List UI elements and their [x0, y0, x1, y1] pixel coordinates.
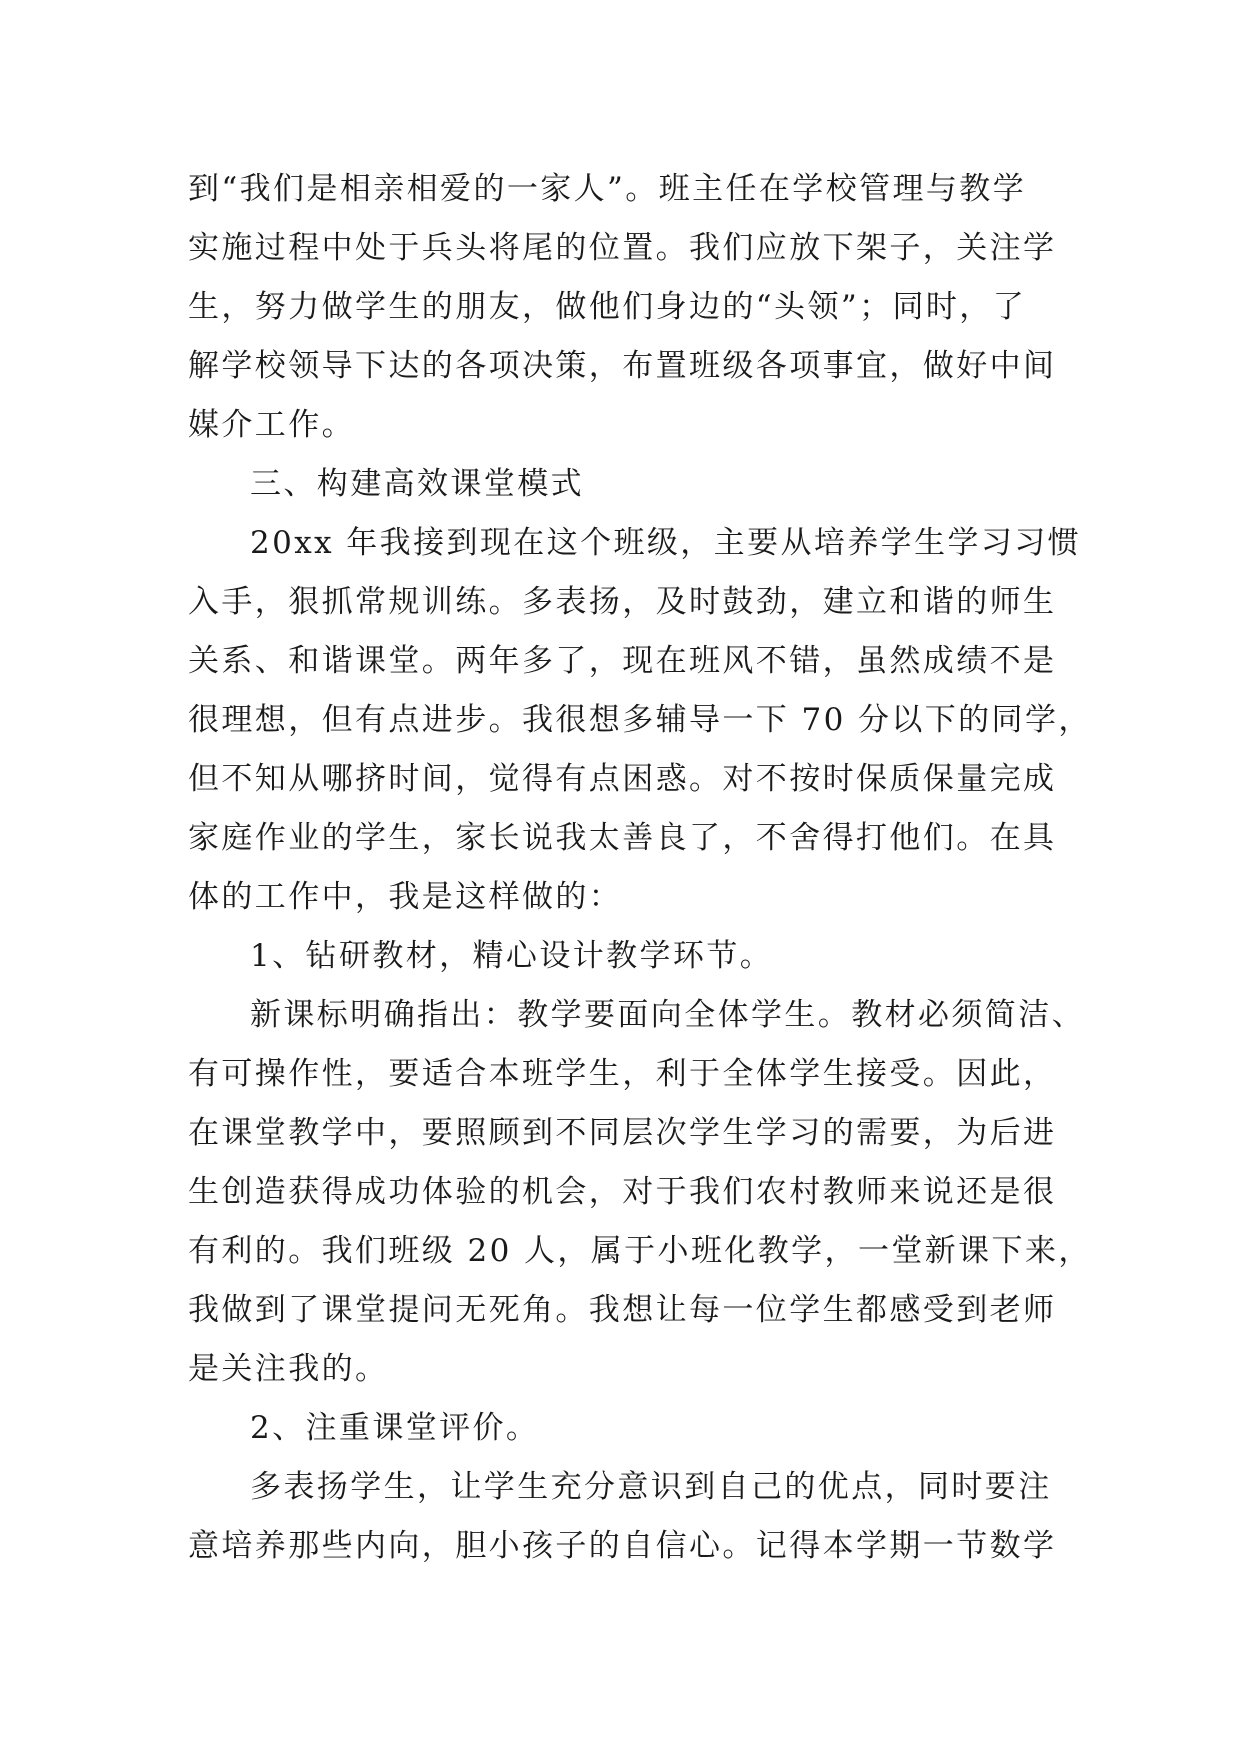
text-line: 家庭作业的学生，家长说我太善良了，不舍得打他们。在具: [188, 820, 1057, 856]
text-line: 实施过程中处于兵头将尾的位置。我们应放下架子，关注学: [188, 230, 1057, 266]
text-line: 20xx 年我接到现在这个班级，主要从培养学生学习习惯: [250, 525, 1082, 561]
text-line: 多表扬学生，让学生充分意识到自己的优点，同时要注: [250, 1469, 1052, 1505]
text-line: 新课标明确指出：教学要面向全体学生。教材必须简洁、: [250, 997, 1085, 1033]
text-line: 在课堂教学中，要照顾到不同层次学生学习的需要，为后进: [188, 1115, 1057, 1151]
text-line: 媒介工作。: [188, 407, 355, 443]
body-text: [188, 160, 1092, 1576]
section-heading: 三、构建高效课堂模式: [250, 466, 584, 502]
text-line: 我做到了课堂提问无死角。我想让每一位学生都感受到老师: [188, 1292, 1057, 1328]
subsection-heading: 2、注重课堂评价。: [250, 1410, 540, 1446]
text-line: 生，努力做学生的朋友，做他们身边的“头领”；同时，了: [188, 289, 1027, 325]
text-line: 有利的。我们班级 20 人，属于小班化教学，一堂新课下来，: [188, 1233, 1092, 1269]
text-line: 是关注我的。: [188, 1351, 389, 1387]
subsection-heading: 1、钻研教材，精心设计教学环节。: [250, 938, 774, 974]
text-line: 关系、和谐课堂。两年多了，现在班风不错，虽然成绩不是: [188, 643, 1057, 679]
text-line: 但不知从哪挤时间，觉得有点困惑。对不按时保质保量完成: [188, 761, 1057, 797]
text-line: 解学校领导下达的各项决策，布置班级各项事宜，做好中间: [188, 348, 1057, 384]
text-line: 意培养那些内向，胆小孩子的自信心。记得本学期一节数学: [188, 1528, 1057, 1564]
text-line: 很理想，但有点进步。我很想多辅导一下 70 分以下的同学，: [188, 702, 1092, 738]
text-line: 生创造获得成功体验的机会，对于我们农村教师来说还是很: [188, 1174, 1057, 1210]
text-line: 体的工作中，我是这样做的：: [188, 879, 623, 915]
text-line: 入手，狠抓常规训练。多表扬，及时鼓劲，建立和谐的师生: [188, 584, 1057, 620]
text-line: 有可操作性，要适合本班学生，利于全体学生接受。因此，: [188, 1056, 1057, 1092]
text-line: 到“我们是相亲相爱的一家人”。班主任在学校管理与教学: [188, 171, 1027, 207]
